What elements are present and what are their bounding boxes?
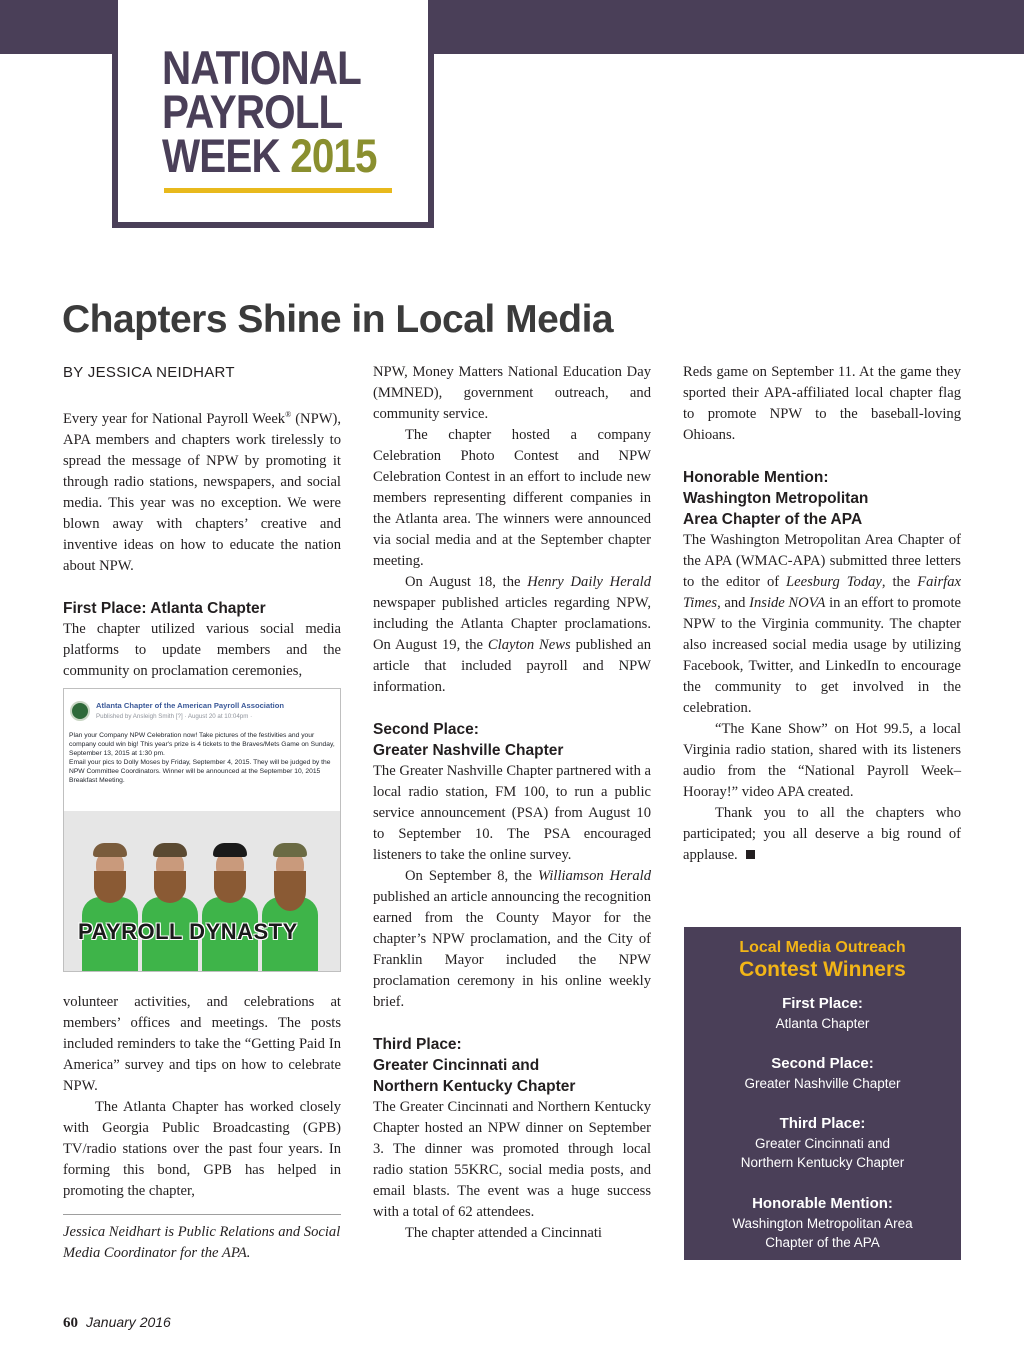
column-2: [373, 362, 651, 1244]
author-note: Jessica Neidhart is Public Relations and Social Media Coordinator for the APA.: [63, 1224, 341, 1261]
contest-winners-box: [684, 927, 961, 1260]
issue-date: January 2016: [86, 1314, 171, 1330]
paragraph: Reds game on September 11. At the game they sported their APA-affiliated local chapter flag to promote NPW to the baseball-loving Ohioans.: [683, 364, 961, 443]
winner-item: Honorable Mention: Washington Metropolitan Area Chapter of the APA: [732, 1195, 913, 1250]
paragraph: The chapter hosted a company Celebration Photo Contest and NPW Celebration Contest in an effort to include new members representing different companies in the Atlanta area. The winners were announced via social media and at the September chapter meeting.: [373, 427, 651, 569]
paragraph: On September 8, the Williamson Herald published an article announcing the recognition earned from the County Mayor for the chapter’s NPW proclamation, and the City of Franklin Mayor included the NPW proclamation ceremony in his online weekly brief.: [373, 868, 651, 1010]
paragraph: The chapter attended a Cincinnati: [405, 1225, 602, 1241]
logo-line-1: NATIONAL: [162, 41, 361, 94]
post-body: Plan your Company NPW Celebration now! Take pictures of the festivities and your company could win big! This year's prize is 4 tickets to the Braves/Mets Game on Sunday, September 13, 2015 at 1:30 pm. Email your pics to Dolly Moses by Friday, September 4, 2015. They will be judged by the NPW Committee Coordinators. Winner will be announced at the September 10, 2015 Breakfast Meeting.: [69, 732, 335, 784]
winner-item: Third Place: Greater Cincinnati and Northern Kentucky Chapter: [740, 1115, 905, 1170]
intro-paragraph: Every year for National Payroll Week® (NPW), APA members and chapters work tirelessly to spread the message of NPW by promoting it through radio stations, newspapers, and social media. This year was no exception. We were blown away with chapters’ creative and inventive ideas on how to educate the nation about NPW.: [63, 410, 341, 574]
heading-first-place: First Place: Atlanta Chapter: [63, 599, 266, 617]
paragraph: The Atlanta Chapter has worked closely with Georgia Public Broadcasting (GPB) TV/radio stations over the past four years. In forming this bond, GPB has helped in promoting the chapter,: [63, 1099, 341, 1199]
logo-year: 2015: [290, 129, 377, 182]
logo-line-3: WEEK: [162, 129, 280, 182]
paragraph: The Washington Metropolitan Area Chapter of the APA (WMAC-APA) submitted three letters to the editor of Leesburg Today, the Fairfax Times, and Inside NOVA in an effort to promote NPW to the Virginia community. The chapter also increased social media usage by utilizing Facebook, Twitter, and LinkedIn to encourage the community to get involved in the celebration.: [683, 532, 961, 716]
paragraph: Thank you to all the chapters who participated; you all deserve a big round of applause.: [683, 805, 961, 863]
facebook-post-image: [63, 688, 341, 972]
article-byline: BY JESSICA NEIDHART: [63, 364, 235, 381]
paragraph: volunteer activities, and celebrations at members’ offices and meetings. The posts included reminders to take the “Getting Paid In America” survey and tips on how to celebrate NPW.: [63, 994, 341, 1094]
author-divider: [63, 1214, 341, 1215]
column-1-bottom: [63, 992, 341, 1202]
post-title: Atlanta Chapter of the American Payroll Association: [96, 701, 285, 710]
box-title-2: Contest Winners: [739, 958, 906, 981]
apa-seal-icon: [70, 701, 90, 721]
page-number: 60: [63, 1315, 78, 1331]
heading-second-place: Second Place: Greater Nashville Chapter: [373, 721, 564, 759]
end-mark-icon: [746, 850, 755, 859]
column-3: [683, 362, 961, 866]
paragraph: The chapter utilized various social media platforms to update members and the community on proclamation ceremonies,: [63, 620, 341, 679]
paragraph: The Greater Nashville Chapter partnered with a local radio station, FM 100, to run a public service announcement (PSA) from August 10 to September 10. The PSA encouraged listeners to take the online survey.: [373, 763, 651, 863]
logo-underline: [164, 188, 392, 193]
post-meta: Published by Ansleigh Smith [?] · August 20 at 10:04pm ·: [96, 713, 253, 720]
heading-honorable-mention: Honorable Mention: Washington Metropolitan Area Chapter of the APA: [683, 469, 869, 528]
winner-item: First Place: Atlanta Chapter: [775, 995, 870, 1031]
paragraph: NPW, Money Matters National Education Day (MMNED), government outreach, and community service.: [373, 364, 651, 422]
box-title-1: Local Media Outreach: [739, 939, 906, 956]
article-title: Chapters Shine in Local Media: [62, 298, 614, 341]
column-1-top: [63, 404, 341, 682]
paragraph: “The Kane Show” on Hot 99.5, a local Virginia radio station, shared with its listeners audio from the “National Payroll Week–Hooray!” video APA created.: [683, 721, 961, 800]
winner-item: Second Place: Greater Nashville Chapter: [744, 1055, 901, 1091]
npw-logo: [112, 0, 434, 228]
paragraph: The Greater Cincinnati and Northern Kentucky Chapter hosted an NPW dinner on September 3. The dinner was promoted through local radio station 55KRC, social media posts, and email blasts. The event was a huge success with a total of 62 attendees.: [373, 1099, 651, 1220]
page-footer: [63, 1314, 171, 1332]
photo-caption: PAYROLL DYNASTY: [78, 919, 298, 944]
paragraph: On August 18, the Henry Daily Herald newspaper published articles regarding NPW, including the Atlanta Chapter proclamations. On August 19, the Clayton News published an article that included payroll and NPW information.: [373, 574, 652, 695]
heading-third-place: Third Place: Greater Cincinnati and Northern Kentucky Chapter: [373, 1036, 576, 1095]
payroll-dynasty-photo: [64, 811, 340, 972]
logo-line-2: PAYROLL: [162, 85, 343, 138]
